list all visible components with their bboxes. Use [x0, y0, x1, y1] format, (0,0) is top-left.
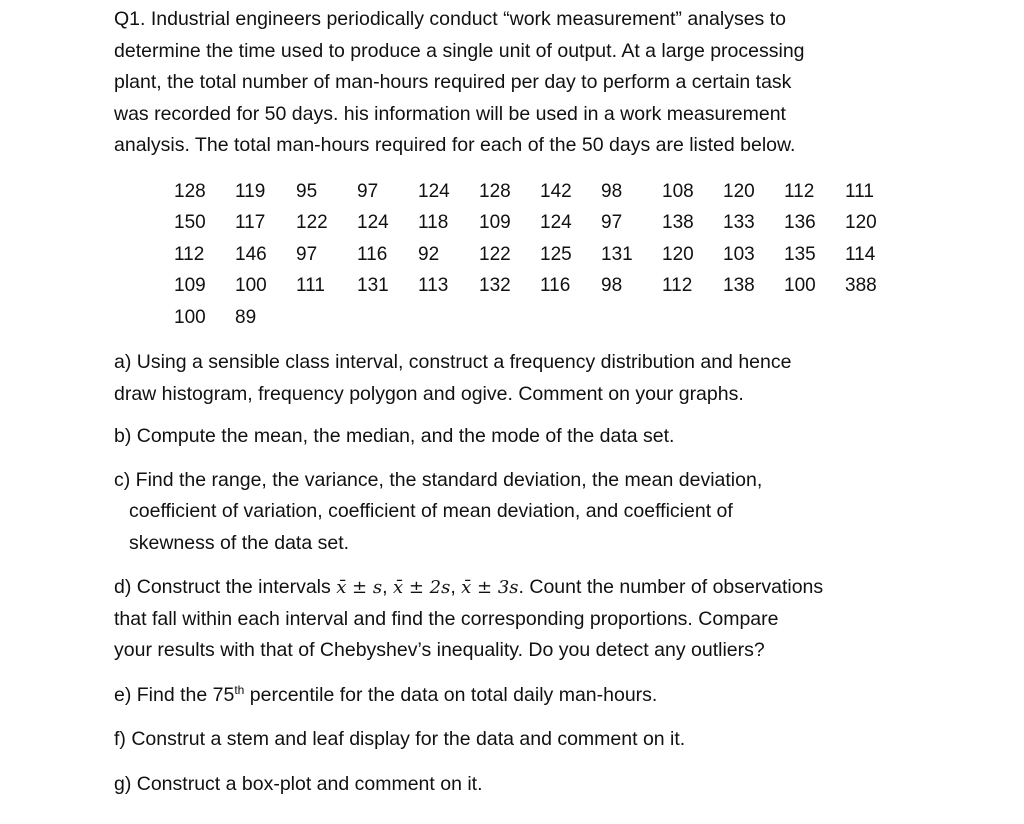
data-cell: 111 — [845, 180, 874, 202]
question-document — [114, 4, 914, 800]
part-d-line: your results with that of Chebyshev’s inequality. Do you detect any outliers? — [114, 639, 765, 661]
part-e-suffix: percentile for the data on total daily man-hours. — [244, 683, 658, 706]
data-cell — [418, 302, 479, 334]
data-cell: 128 — [479, 180, 511, 202]
part-e-prefix: e) Find the 75 — [114, 683, 235, 706]
part-d-line: d) Construct the intervals x̄ ± s, x̄ ± 2s, x̄ ± 3s. Count the number of observations — [114, 576, 824, 598]
data-cell — [662, 302, 723, 334]
question-parts — [114, 347, 914, 800]
data-cell: 116 — [540, 275, 571, 296]
data-cell: 142 — [540, 180, 572, 202]
data-cell: 124 — [418, 180, 450, 202]
part-d — [114, 572, 914, 667]
part-c-line: c) Find the range, the variance, the standard deviation, the mean deviation, — [114, 468, 763, 491]
intro-line: was recorded for 50 days. his information will be used in a work measurement — [114, 102, 786, 125]
part-c-line: coefficient of variation, coefficient of mean deviation, and coefficient of — [129, 500, 733, 522]
part-d-prefix: d) Construct the intervals — [114, 576, 337, 598]
part-f-line: f) Construt a stem and leaf display for the data and comment on it. — [114, 728, 686, 750]
data-cell — [296, 302, 357, 334]
data-cell: 119 — [235, 180, 266, 202]
part-e — [114, 680, 914, 712]
part-a — [114, 347, 914, 410]
data-cell: 103 — [723, 243, 755, 265]
data-cell: 128 — [174, 180, 206, 202]
data-cell: 124 — [540, 212, 572, 233]
part-e-line — [114, 680, 914, 712]
ordinal-suffix: th — [234, 682, 245, 697]
data-cell: 118 — [418, 212, 449, 233]
data-cell: 100 — [784, 275, 816, 296]
data-cell: 92 — [418, 243, 440, 265]
data-cell: 133 — [723, 212, 755, 233]
data-cell: 125 — [540, 243, 572, 265]
part-c — [114, 465, 914, 560]
part-f — [114, 724, 914, 756]
intro-line: Q1. Industrial engineers periodically conduct “work measurement” analyses to — [114, 8, 786, 30]
data-cell: 98 — [601, 180, 623, 202]
data-cell: 111 — [296, 275, 325, 296]
data-cell: 138 — [723, 275, 755, 296]
part-b-line: b) Compute the mean, the median, and the mode of the data set. — [114, 425, 675, 447]
man-hours-data-table — [174, 176, 914, 334]
part-g — [114, 769, 914, 801]
part-d-suffix: . Count the number of observations — [518, 576, 824, 598]
data-cell: 116 — [357, 243, 388, 265]
data-cell: 131 — [601, 243, 633, 265]
data-cell: 120 — [723, 180, 755, 202]
part-b — [114, 421, 914, 453]
data-cell — [540, 302, 601, 334]
data-cell: 100 — [174, 306, 206, 328]
intro-line: analysis. The total man-hours required for each of the 50 days are listed below. — [114, 134, 796, 156]
intro-line: plant, the total number of man-hours required per day to perform a certain task — [114, 71, 792, 93]
data-cell: 108 — [662, 180, 694, 202]
interval-two: x̄ ± 2s — [392, 577, 451, 598]
data-cell — [601, 302, 662, 334]
data-cell: 95 — [296, 180, 318, 202]
data-cell: 112 — [662, 275, 693, 296]
data-cell: 388 — [845, 275, 877, 296]
data-cell: 100 — [235, 275, 267, 296]
data-cell: 109 — [479, 212, 511, 233]
part-c-line: skewness of the data set. — [129, 531, 350, 554]
data-cell: 122 — [296, 212, 328, 233]
part-a-line: a) Using a sensible class interval, construct a frequency distribution and hence — [114, 351, 792, 373]
data-cell — [723, 302, 784, 334]
data-cell: 120 — [662, 243, 694, 265]
data-cell: 97 — [296, 243, 318, 265]
data-cell: 97 — [357, 180, 379, 202]
data-cell: 117 — [235, 212, 266, 233]
data-cell: 89 — [235, 306, 257, 328]
data-cell: 109 — [174, 275, 206, 296]
data-cell — [845, 302, 906, 334]
part-g-line: g) Construct a box-plot and comment on it. — [114, 772, 483, 795]
part-a-line: draw histogram, frequency polygon and ogive. Comment on your graphs. — [114, 382, 744, 405]
data-cell: 114 — [845, 243, 876, 265]
data-cell — [357, 302, 418, 334]
data-cell — [479, 302, 540, 334]
data-cell: 112 — [784, 180, 815, 202]
data-cell: 120 — [845, 212, 877, 233]
data-cell: 113 — [418, 275, 449, 296]
data-cell: 112 — [174, 243, 205, 265]
intro-line: determine the time used to produce a single unit of output. At a large processing — [114, 39, 805, 62]
data-cell: 124 — [357, 212, 389, 233]
data-cell: 146 — [235, 243, 267, 265]
data-cell: 97 — [601, 212, 623, 233]
data-cell: 132 — [479, 275, 511, 296]
data-cell: 150 — [174, 212, 206, 233]
data-cell: 136 — [784, 212, 816, 233]
data-cell — [784, 302, 845, 334]
part-d-line: that fall within each interval and find the corresponding proportions. Compare — [114, 607, 779, 630]
interval-three: x̄ ± 3s — [461, 577, 519, 598]
interval-one: x̄ ± s — [336, 577, 383, 598]
data-cell: 135 — [784, 243, 816, 265]
data-cell: 122 — [479, 243, 511, 265]
data-cell: 98 — [601, 275, 623, 296]
data-cell: 138 — [662, 212, 694, 233]
data-cell: 131 — [357, 275, 389, 296]
question-intro — [114, 4, 914, 162]
